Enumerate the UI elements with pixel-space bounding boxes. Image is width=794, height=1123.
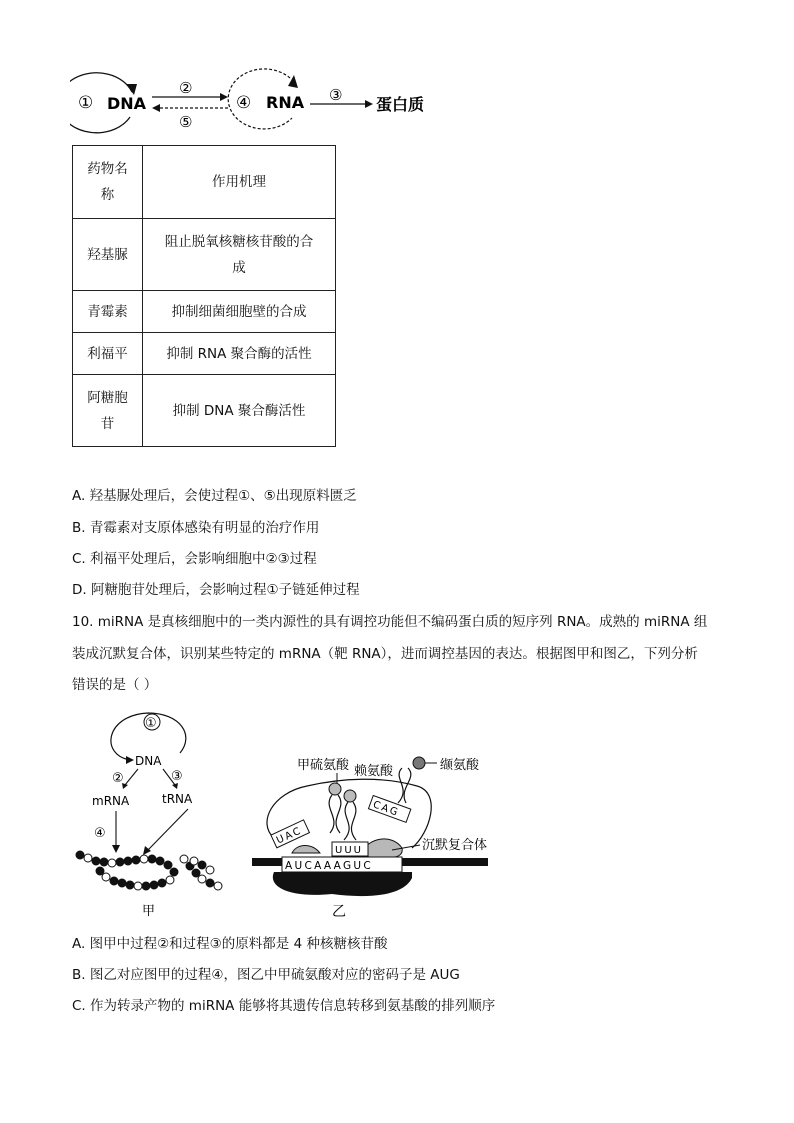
jia-dna: DNA — [135, 754, 162, 768]
table-row — [73, 291, 336, 333]
jia-n4: ④ — [94, 826, 106, 841]
drug-table — [72, 145, 336, 447]
q10-option-a[interactable]: A. 图甲中过程②和过程③的原料都是 4 种核糖核苷酸 — [72, 936, 388, 952]
table-cell: 抑制 RNA 聚合酶的活性 — [143, 333, 336, 375]
table-cell: 羟基脲 — [73, 219, 143, 291]
yi-val: 缬氨酸 — [440, 758, 480, 773]
flow-rna: RNA — [266, 93, 305, 112]
anticodon-uuu — [332, 842, 368, 856]
central-dogma-diagram — [70, 62, 440, 142]
table-cell: 阻止脱氧核糖核苷酸的合成 — [143, 219, 336, 291]
table-cell: 抑制 DNA 聚合酶活性 — [143, 375, 336, 447]
table-row — [73, 333, 336, 375]
table-row — [73, 146, 336, 219]
figure-yi — [252, 748, 502, 920]
q9-option-b[interactable]: B. 青霉素对支原体感染有明显的治疗作用 — [72, 520, 320, 536]
q9-option-a[interactable]: A. 羟基脲处理后，会使过程①、⑤出现原料匮乏 — [72, 488, 357, 504]
figure-jia — [70, 705, 230, 920]
table-cell: 青霉素 — [73, 291, 143, 333]
flow-n4: ④ — [236, 93, 252, 113]
q10-stem-line1: 10. miRNA 是真核细胞中的一类内源性的具有调控功能但不编码蛋白质的短序列 RNA。成熟的 miRNA 组 — [72, 614, 708, 630]
jia-trna: tRNA — [162, 792, 193, 806]
polypeptide-chain — [76, 851, 222, 890]
svg-text:CAG: CAG — [371, 799, 401, 820]
table-row — [73, 219, 336, 291]
flow-n5: ⑤ — [179, 113, 193, 131]
q10-option-c[interactable]: C. 作为转录产物的 miRNA 能够将其遗传信息转移到氨基酸的排列顺序 — [72, 998, 496, 1014]
table-header-cell: 药物名称 — [73, 146, 143, 219]
flow-protein: 蛋白质 — [376, 95, 425, 114]
table-cell: 阿糖胞苷 — [73, 375, 143, 447]
yi-lys: 赖氨酸 — [354, 764, 394, 779]
jia-mrna: mRNA — [92, 794, 130, 808]
yi-met: 甲硫氨酸 — [297, 758, 350, 773]
q10-stem-line2: 装成沉默复合体，识别某些特定的 mRNA（靶 RNA），进而调控基因的表达。根据图甲和图乙，下列分析 — [72, 646, 698, 662]
q10-option-b[interactable]: B. 图乙对应图甲的过程④，图乙中甲硫氨酸对应的密码子是 AUG — [72, 967, 460, 983]
anticodon-uac — [271, 820, 310, 848]
jia-n1: ① — [145, 716, 157, 731]
q10-stem-line3: 错误的是（ ） — [72, 677, 158, 693]
flow-n3: ③ — [329, 86, 343, 104]
yi-caption: 乙 — [332, 904, 346, 920]
svg-text:UAC: UAC — [274, 825, 304, 847]
jia-n2: ② — [112, 771, 124, 786]
table-header-cell: 作用机理 — [143, 146, 336, 219]
yi-mrna-seq: AUCAAAGUC — [285, 860, 374, 872]
jia-caption: 甲 — [142, 904, 156, 919]
table-row — [73, 375, 336, 447]
flow-n1: ① — [78, 93, 94, 113]
svg-text:UUU: UUU — [335, 845, 363, 856]
table-cell: 利福平 — [73, 333, 143, 375]
jia-n3: ③ — [171, 769, 183, 784]
q9-option-c[interactable]: C. 利福平处理后，会影响细胞中②③过程 — [72, 551, 317, 567]
q9-option-d[interactable]: D. 阿糖胞苷处理后，会影响过程①子链延伸过程 — [72, 582, 360, 598]
flow-n2: ② — [179, 79, 193, 97]
flow-dna: DNA — [107, 94, 147, 113]
table-cell: 抑制细菌细胞壁的合成 — [143, 291, 336, 333]
yi-silencing: 沉默复合体 — [422, 838, 488, 853]
